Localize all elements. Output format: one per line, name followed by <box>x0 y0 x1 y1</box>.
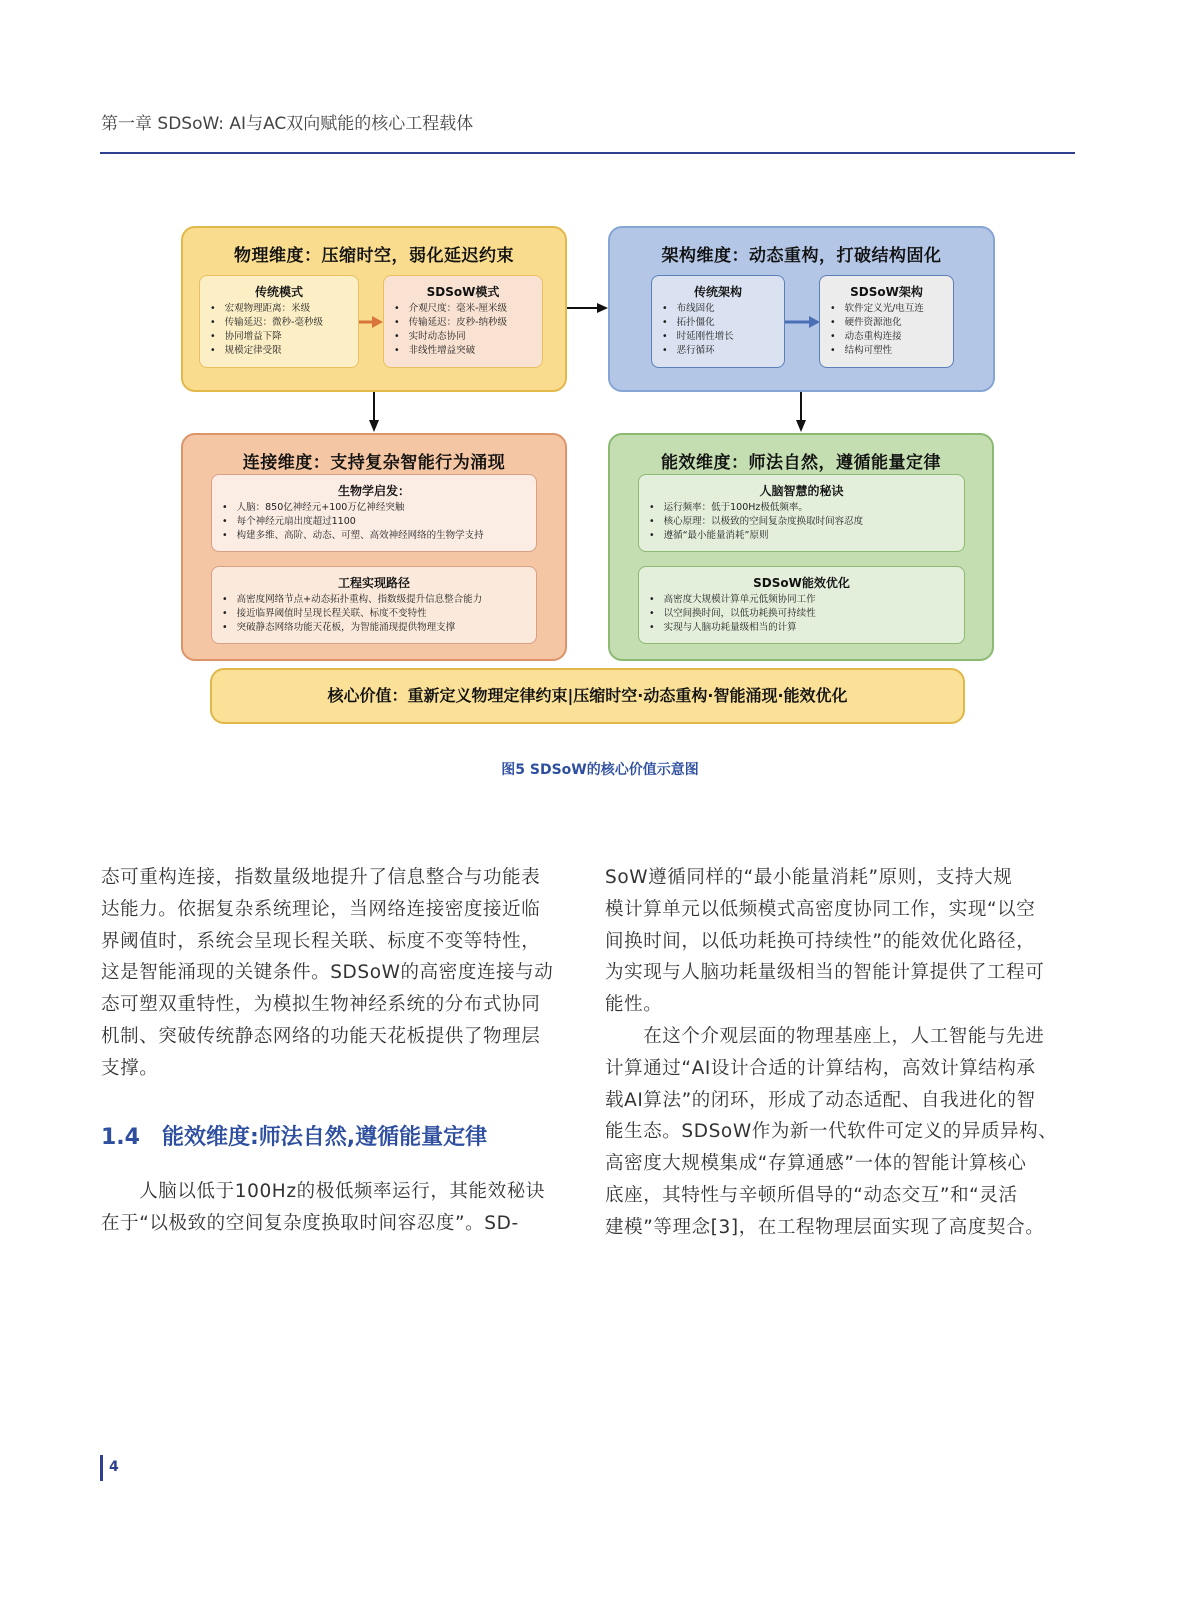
engineering-path-box <box>211 566 537 644</box>
running-header: 第一章 SDSoW: AI与AC双向赋能的核心工程载体 <box>101 114 474 134</box>
efficiency-title: 能效维度：师法自然，遵循能量定律 <box>661 453 941 473</box>
list-item: • 协同增益下降 <box>208 330 350 344</box>
arrow-down-icon <box>793 392 809 433</box>
text-line: 在于“以极致的空间复杂度换取时间容忍度”。SD- <box>101 1212 519 1234</box>
text-line: 机制、突破传统静态网络的功能天花板提供了物理层 <box>101 1025 541 1047</box>
list-item: • 宏观物理距离：米级 <box>208 302 350 316</box>
item-list <box>647 593 956 635</box>
sdsow-efficiency-box <box>638 566 965 644</box>
list-item: • 动态重构连接 <box>828 330 945 344</box>
item-list <box>220 593 528 635</box>
list-item: • 突破静态网络功能天花板，为智能涌现提供物理支撑 <box>220 621 528 635</box>
architecture-dimension-box <box>608 226 995 392</box>
text-line: 载AI算法”的闭环，形成了动态适配、自我进化的智 <box>605 1089 1036 1111</box>
bio-inspiration-box <box>211 474 537 552</box>
physical-dimension-box <box>181 226 567 392</box>
list-item: • 软件定义光/电互连 <box>828 302 945 316</box>
text-line: 态可塑双重特性，为模拟生物神经系统的分布式协同 <box>101 994 541 1016</box>
box-title: 传统模式 <box>254 285 303 299</box>
box-title: 人脑智慧的秘诀 <box>759 484 844 498</box>
connection-dimension-box <box>181 433 567 661</box>
list-item: • 规模定律受限 <box>208 344 350 358</box>
text-line: 界阈值时，系统会呈现长程关联、标度不变等特性， <box>101 930 541 952</box>
traditional-mode-box <box>199 275 359 368</box>
list-item: • 人脑：850亿神经元+100万亿神经突触 <box>220 501 528 515</box>
box-title: 工程实现路径 <box>337 576 410 590</box>
section-title: 能效维度:师法自然,遵循能量定律 <box>161 1125 488 1150</box>
text-line: 高密度大规模集成“存算通感”一体的智能计算核心 <box>605 1153 1027 1175</box>
text-line: 支撑。 <box>101 1057 159 1079</box>
list-item: • 非线性增益突破 <box>392 344 534 358</box>
list-item: • 传输延迟：微秒-毫秒级 <box>208 316 350 330</box>
text-line: 底座，其特性与辛顿所倡导的“动态交互”和“灵活 <box>605 1184 1018 1206</box>
list-item: • 遵循“最小能量消耗”原则 <box>647 529 956 543</box>
list-item: • 以空间换时间，以低功耗换可持续性 <box>647 607 956 621</box>
list-item: • 接近临界阈值时呈现长程关联、标度不变特性 <box>220 607 528 621</box>
architecture-title: 架构维度：动态重构，打破结构固化 <box>661 246 942 266</box>
list-item: • 高密度大规模计算单元低频协同工作 <box>647 593 956 607</box>
traditional-architecture-box <box>651 275 785 368</box>
text-line: SoW遵循同样的“最小能量消耗”原则，支持大规 <box>605 867 1013 888</box>
box-title: 生物学启发： <box>337 484 410 498</box>
box-title: SDSoW模式 <box>426 285 500 299</box>
list-item: • 核心原理：以极致的空间复杂度换取时间容忍度 <box>647 515 956 529</box>
connection-title: 连接维度：支持复杂智能行为涌现 <box>242 453 506 473</box>
item-list <box>392 302 534 358</box>
sdsow-mode-box <box>383 275 543 368</box>
section-heading <box>101 1120 509 1151</box>
sdsow-architecture-box <box>819 275 954 368</box>
list-item: • 介观尺度：毫米-厘米级 <box>392 302 534 316</box>
text-line: 这是智能涌现的关键条件。SDSoW的高密度连接与动 <box>101 962 554 984</box>
arrow-down-icon <box>366 392 382 433</box>
list-item: • 构建多维、高阶、动态、可塑、高效神经网络的生物学支持 <box>220 529 528 543</box>
list-item: • 恶行循环 <box>660 344 776 358</box>
text-line: 达能力。依据复杂系统理论，当网络连接密度接近临 <box>101 898 541 920</box>
text-line: 人脑以低于100Hz的极低频率运行，其能效秘诀 <box>101 1181 545 1202</box>
list-item: • 布线固化 <box>660 302 776 316</box>
list-item: • 传输延迟：皮秒-纳秒级 <box>392 316 534 330</box>
list-item: • 硬件资源池化 <box>828 316 945 330</box>
arrow-right-icon <box>785 314 821 330</box>
core-value-banner: 核心价值：重新定义物理定律约束|压缩时空·动态重构·智能涌现·能效优化 <box>210 668 965 724</box>
text-line: 能生态。SDSoW作为新一代软件可定义的异质异构、 <box>605 1121 1058 1143</box>
list-item: • 高密度网络节点+动态拓扑重构、指数级提升信息整合能力 <box>220 593 528 607</box>
list-item: • 结构可塑性 <box>828 344 945 358</box>
item-list <box>208 302 350 358</box>
text-line: 为实现与人脑功耗量级相当的智能计算提供了工程可 <box>605 962 1045 984</box>
box-title: 传统架构 <box>693 285 742 299</box>
list-item: • 实现与人脑功耗量级相当的计算 <box>647 621 956 635</box>
text-line: 模计算单元以低频模式高密度协同工作，实现“以空 <box>605 898 1036 920</box>
list-item: • 每个神经元扇出度超过1100 <box>220 515 528 529</box>
box-title: SDSoW架构 <box>850 285 923 299</box>
efficiency-dimension-box <box>608 433 994 661</box>
right-column-text <box>605 862 1080 1244</box>
brain-secret-box <box>638 474 965 552</box>
box-title: SDSoW能效优化 <box>753 576 850 590</box>
list-item: • 拓扑僵化 <box>660 316 776 330</box>
item-list <box>660 302 776 358</box>
left-column-text-2 <box>101 1176 576 1240</box>
left-column-text <box>101 862 576 1085</box>
section-number: 1.4 <box>101 1125 140 1150</box>
header-divider <box>100 152 1075 154</box>
list-item: • 运行频率：低于100Hz极低频率。 <box>647 501 956 515</box>
text-line: 在这个介观层面的物理基座上，人工智能与先进 <box>605 1025 1045 1047</box>
arrow-right-icon <box>359 314 383 330</box>
item-list <box>828 302 945 358</box>
text-line: 计算通过“AI设计合适的计算结构，高效计算结构承 <box>605 1057 1036 1079</box>
list-item: • 实时动态协同 <box>392 330 534 344</box>
item-list <box>220 501 528 543</box>
figure-caption: 图5 SDSoW的核心价值示意图 <box>501 762 699 778</box>
arrow-right-icon <box>567 300 609 316</box>
text-line: 能性。 <box>605 994 663 1016</box>
text-line: 间换时间，以低功耗换可持续性”的能效优化路径， <box>605 930 1036 952</box>
list-item: • 时延刚性增长 <box>660 330 776 344</box>
page-number: 4 <box>109 1459 119 1475</box>
physical-title: 物理维度：压缩时空，弱化延迟约束 <box>234 246 514 266</box>
page-number-bar <box>100 1455 103 1481</box>
text-line: 态可重构连接，指数量级地提升了信息整合与功能表 <box>101 867 541 888</box>
text-line: 建模”等理念[3]，在工程物理层面实现了高度契合。 <box>605 1216 1045 1238</box>
item-list <box>647 501 956 543</box>
